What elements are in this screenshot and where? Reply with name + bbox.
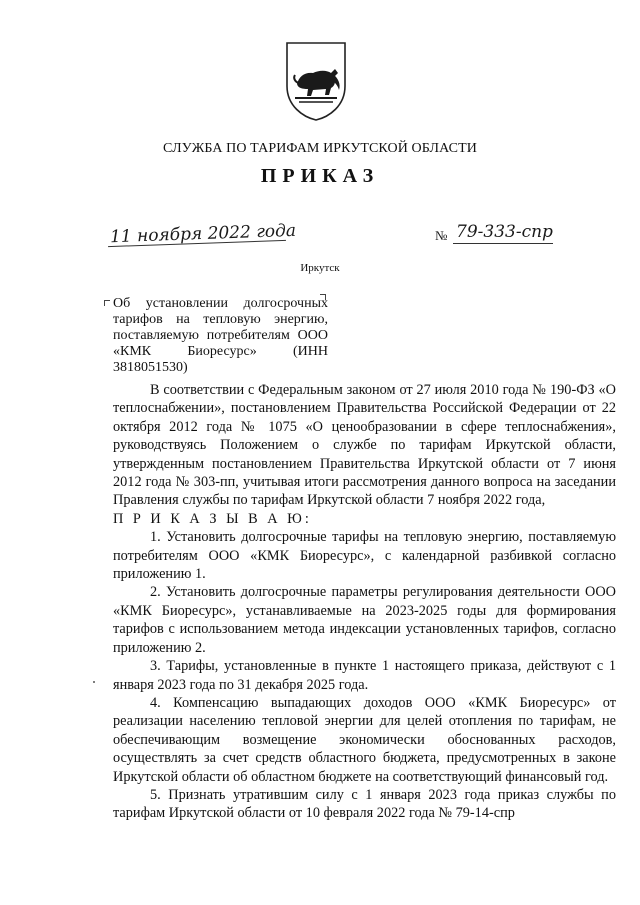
document-type-title: ПРИКАЗ: [260, 165, 380, 187]
order-item-4: 4. Компенсацию выпадающих доходов ООО «КМК Биоресурс» от реализации населению тепловой энергии для целей отопления по тарифам, не обеспечивающим возмещение экономически обоснованных расходов, осуществлять за счет средств областного бюджета, предусмотренных в законе Иркутской области об областном бюджете на соответствующий финансовый год.: [113, 694, 616, 785]
prikazyvayu-heading: П Р И К А З Ы В А Ю:: [113, 510, 312, 527]
order-body: [113, 381, 616, 823]
number-underline: [453, 243, 553, 244]
handwritten-date: 11 ноября 2022 года: [109, 220, 297, 248]
subject-heading: Об установлении долгосрочных тарифов на тепловую энергию, поставляемую потребителям ООО «КМК Биоресурс» (ИНН 3818051530): [113, 296, 328, 375]
handwritten-document-number: 79-333-спр: [456, 222, 553, 242]
irkutsk-coat-of-arms-icon: [283, 40, 349, 122]
order-item-3: 3. Тарифы, установленные в пункте 1 настоящего приказа, действуют с 1 января 2023 года по 31 декабря 2025 года.: [113, 658, 616, 693]
subject-bracket-left: [104, 300, 110, 306]
preamble-paragraph: В соответствии с Федеральным законом от 27 июля 2010 года № 190-ФЗ «О теплоснабжении», постановлением Правительства Российской Федерации от 22 октября 2012 года № 1075 «О ценообразовании в сфере теплоснабжения», руководствуясь Положением о службе по тарифам Иркутской области, утвержденным постановлением Правительства Иркутской области от 7 июня 2012 года № 303-пп, учитывая итоги рассмотрения данного вопроса на заседании Правления службы по тарифам Иркутской области 7 ноября 2022 года,: [113, 382, 616, 509]
order-item-5: 5. Признать утратившим силу с 1 января 2023 года приказ службы по тарифам Иркутской области от 10 февраля 2022 года № 79-14-спр: [113, 786, 616, 822]
order-item-2: 2. Установить долгосрочные параметры регулирования деятельности ООО «КМК Биоресурс», устанавливаемые на 2023-2025 годы для формирования тарифов с использованием метода индексации установленных тарифов, согласно приложению 2.: [113, 584, 616, 656]
order-item-1: 1. Установить долгосрочные тарифы на тепловую энергию, поставляемую потребителям ООО «КМК Биоресурс», с календарной разбивкой согласно приложению 1.: [113, 529, 616, 583]
city-name: Иркутск: [300, 262, 340, 274]
margin-dot: [93, 681, 95, 683]
number-prefix: №: [435, 228, 448, 243]
agency-name: СЛУЖБА ПО ТАРИФАМ ИРКУТСКОЙ ОБЛАСТИ: [163, 141, 477, 156]
